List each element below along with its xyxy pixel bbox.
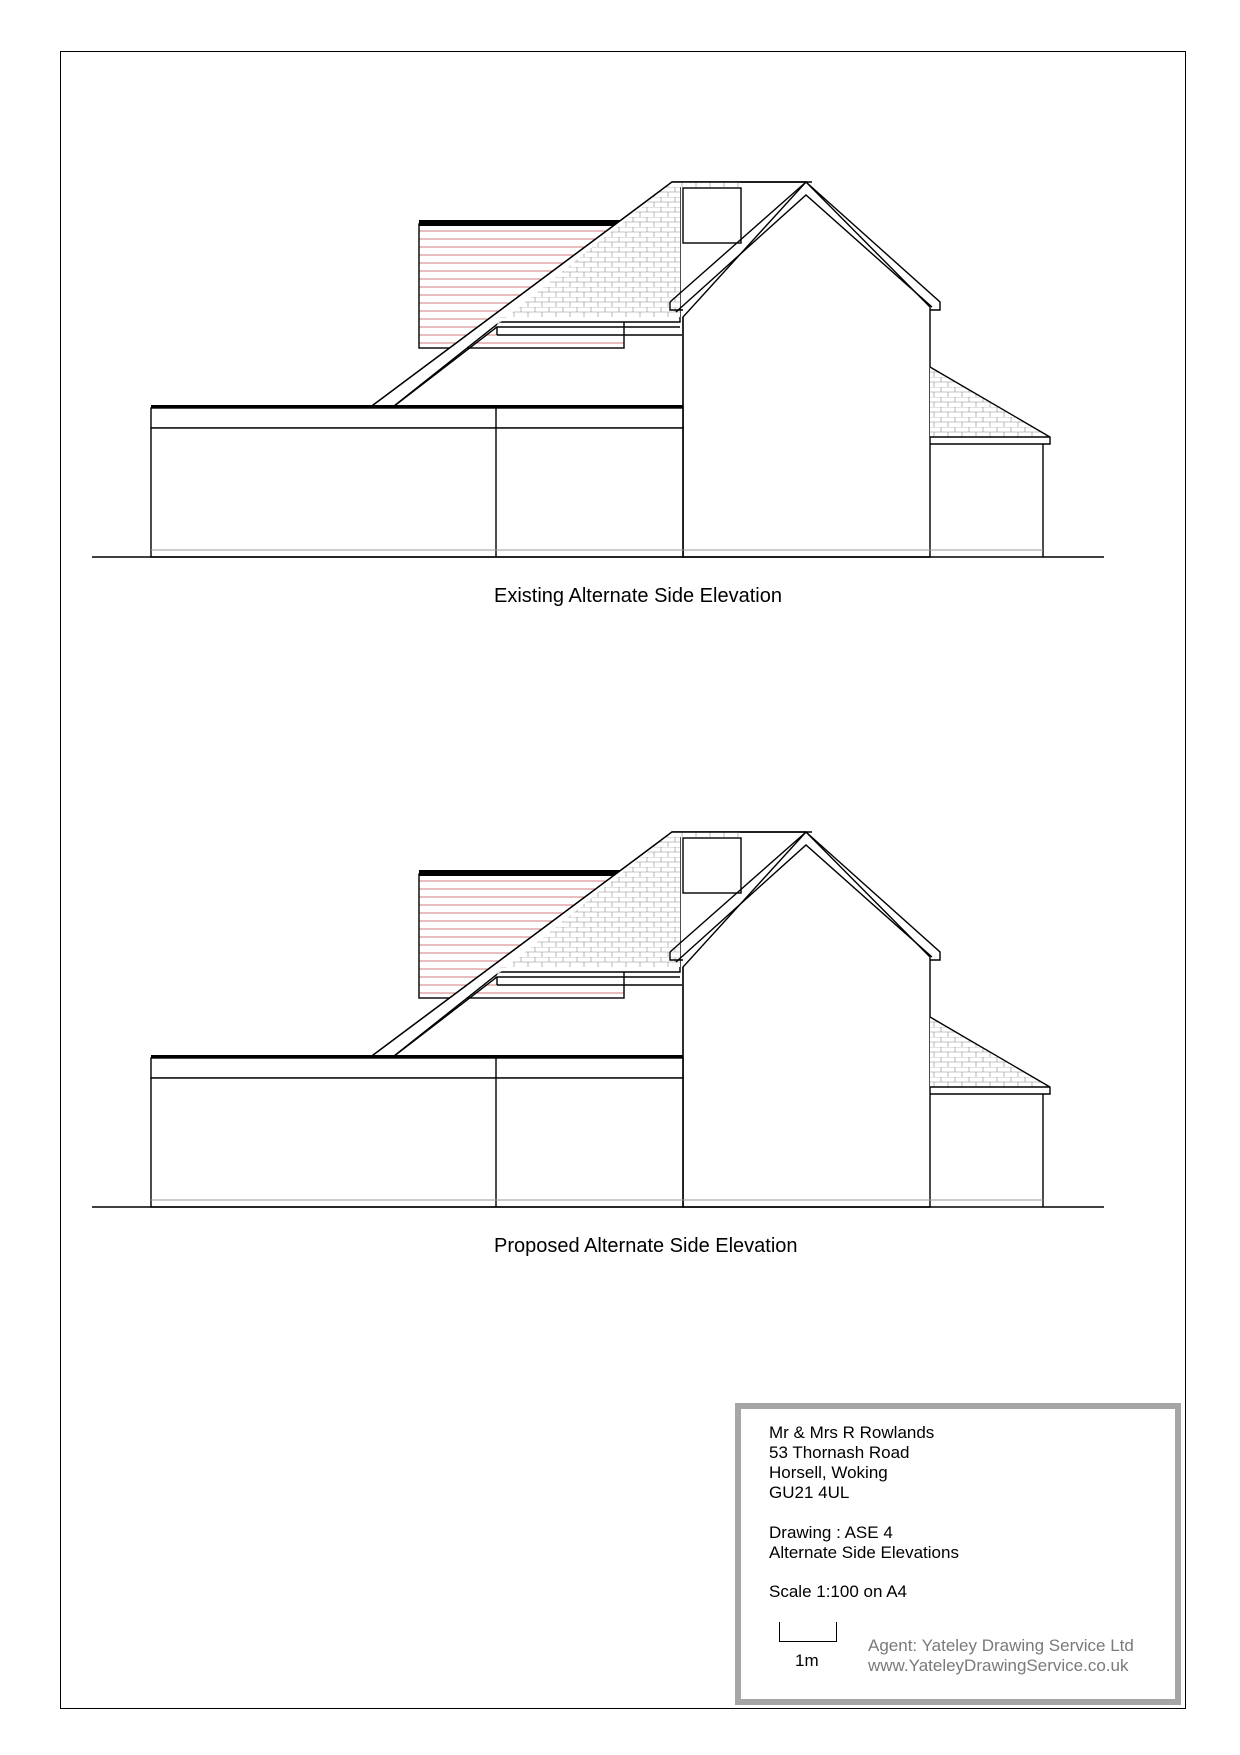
scale-bar-label: 1m xyxy=(795,1651,819,1670)
address-line-2: Horsell, Woking xyxy=(769,1463,888,1482)
extension-wall xyxy=(151,1078,683,1207)
agent-name: Agent: Yateley Drawing Service Ltd xyxy=(868,1636,1134,1655)
chimney xyxy=(683,838,741,893)
scale-text: Scale 1:100 on A4 xyxy=(769,1582,908,1601)
extension-fascia xyxy=(151,408,683,428)
extension-fascia xyxy=(151,1058,683,1078)
postcode: GU21 4UL xyxy=(769,1483,850,1502)
drawing-title: Alternate Side Elevations xyxy=(769,1543,959,1562)
proposed-elevation-drawing xyxy=(0,757,1240,1277)
client-name: Mr & Mrs R Rowlands xyxy=(769,1423,935,1442)
chimney xyxy=(683,188,741,243)
title-block xyxy=(735,1403,1181,1705)
agent-website: www.YateleyDrawingService.co.uk xyxy=(868,1656,1129,1675)
address-line-1: 53 Thornash Road xyxy=(769,1443,910,1462)
scale-bar xyxy=(779,1622,837,1642)
proposed-elevation-caption: Proposed Alternate Side Elevation xyxy=(494,1235,798,1257)
existing-elevation-caption: Existing Alternate Side Elevation xyxy=(494,585,782,607)
extension-wall xyxy=(151,428,683,557)
drawing-number: Drawing : ASE 4 xyxy=(769,1523,893,1542)
existing-elevation-drawing xyxy=(0,107,1240,627)
